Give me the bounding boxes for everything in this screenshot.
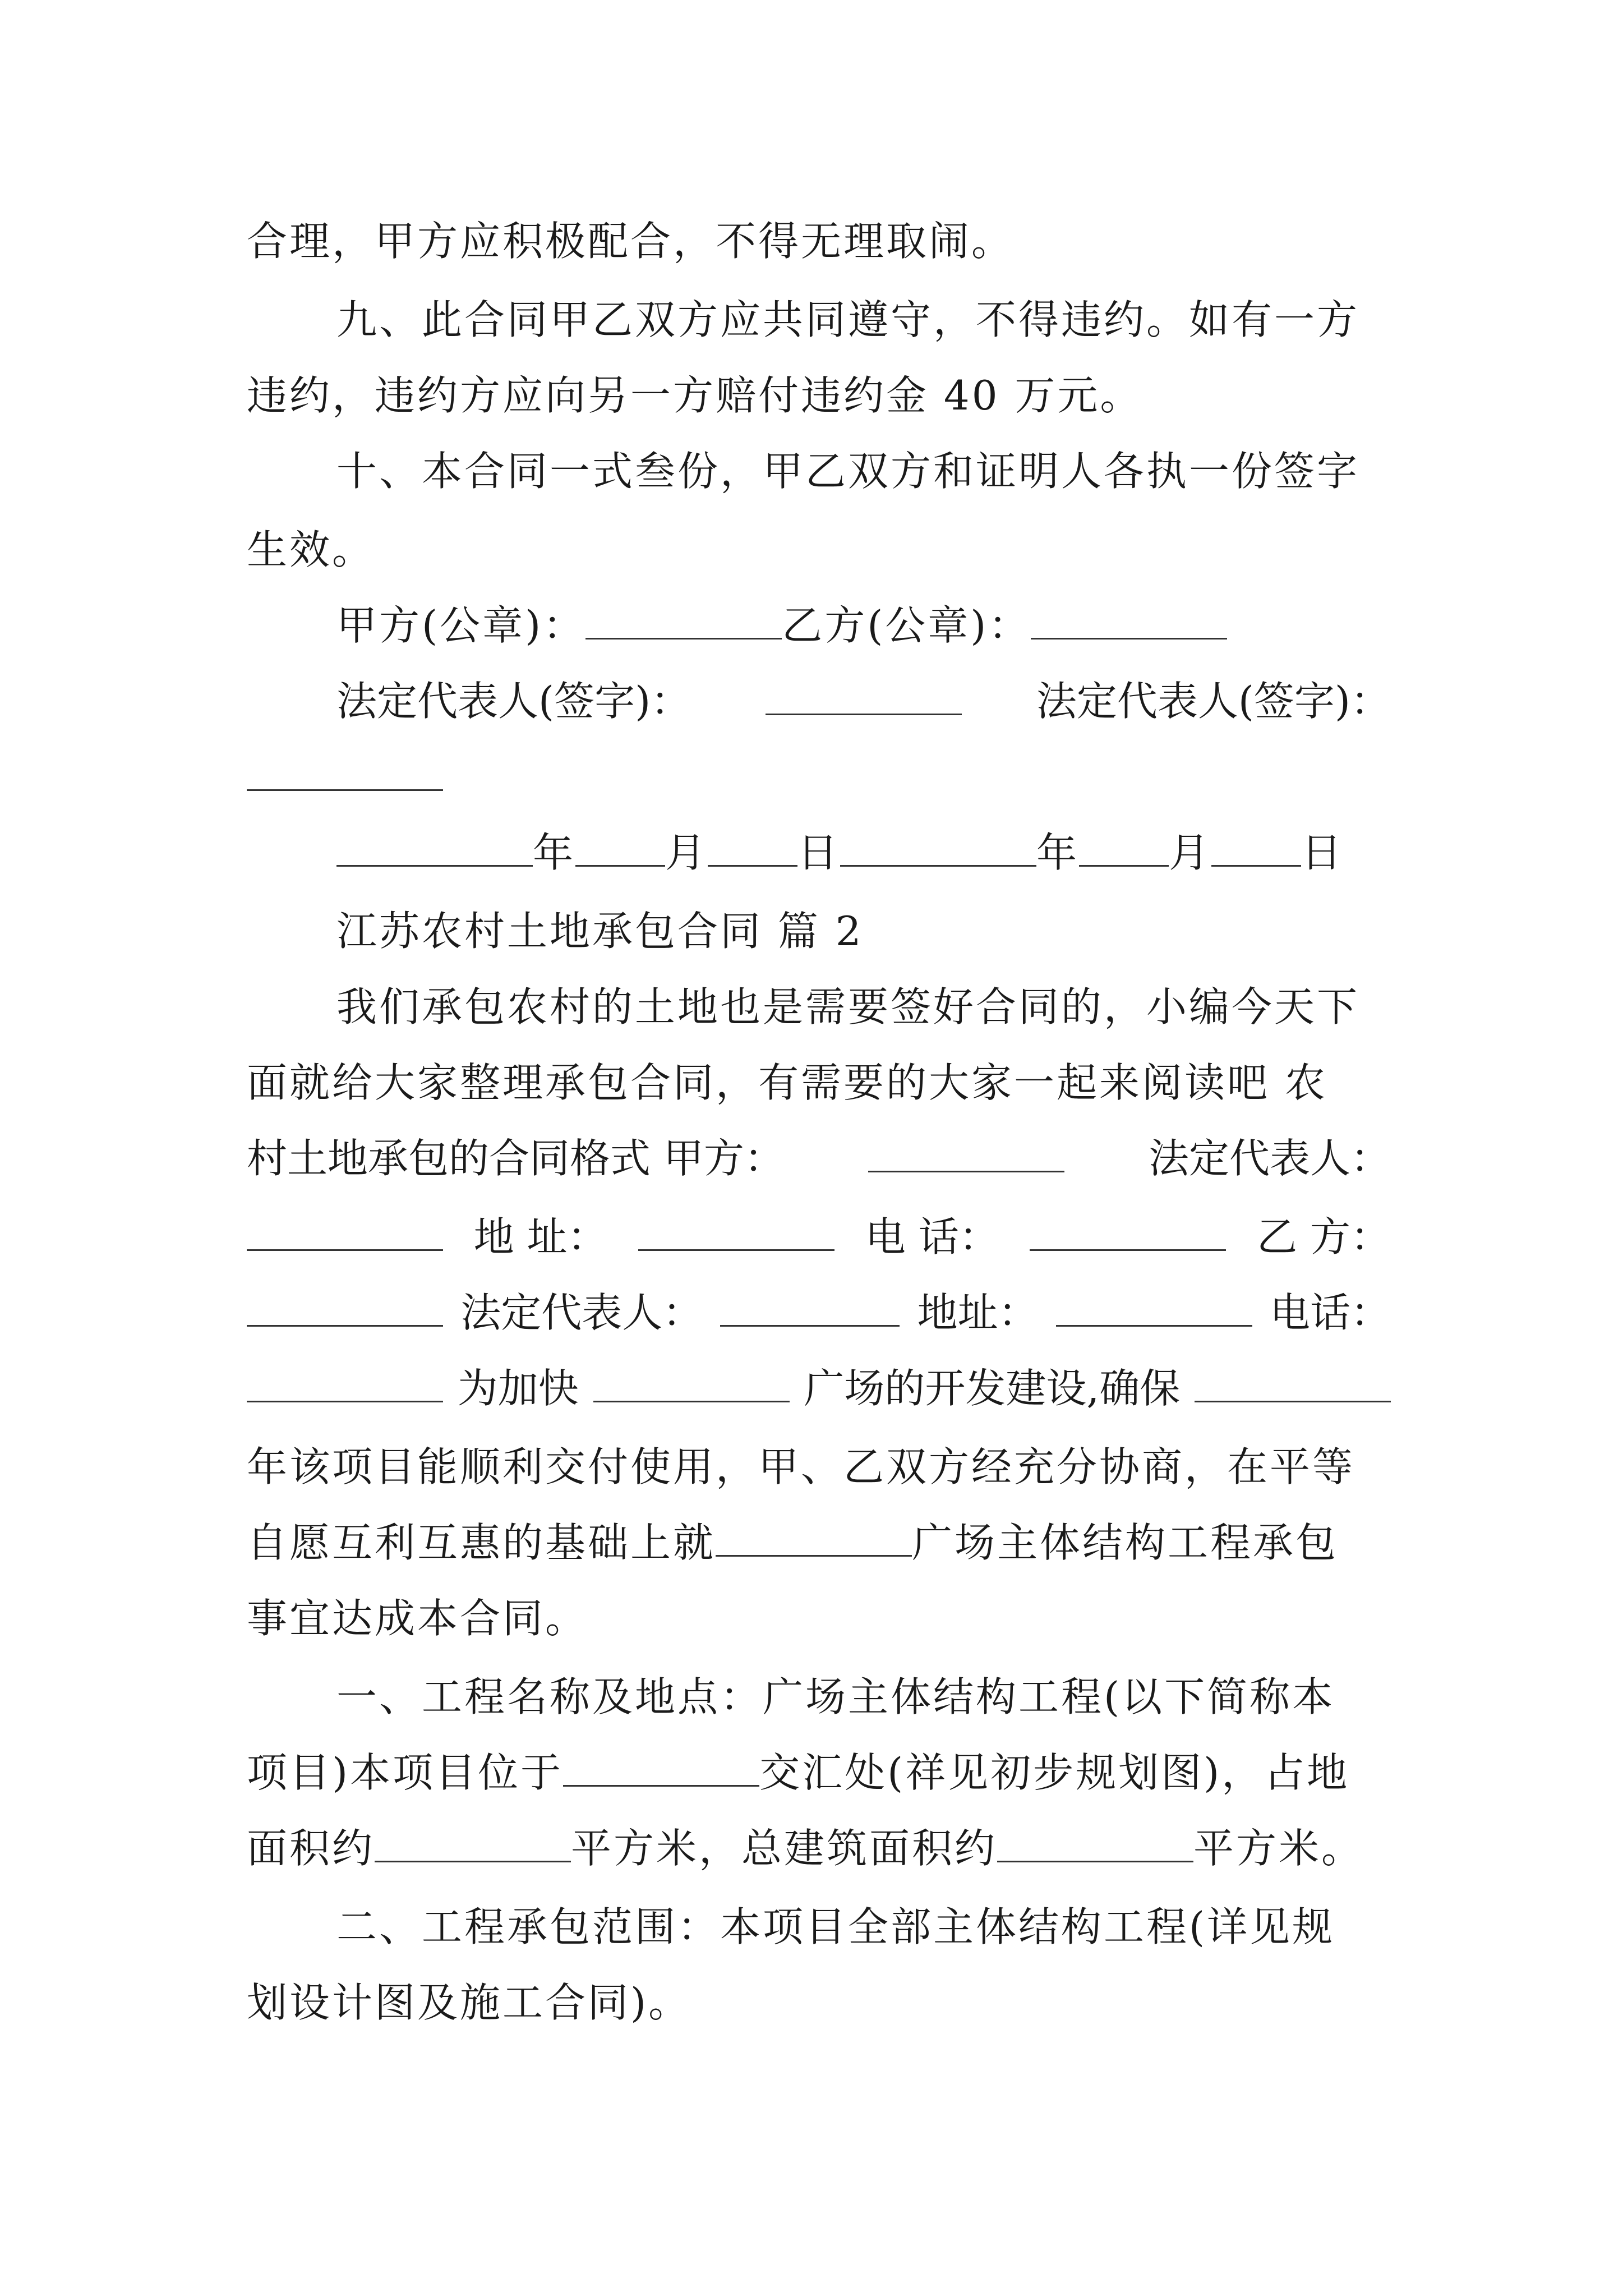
text-fragment: 面积约 [247, 1825, 375, 1872]
text-line: 违约，违约方应向另一方赔付违约金 40 万元。 [247, 372, 1143, 419]
date-day: 日 [1301, 829, 1344, 876]
blank-field [716, 1516, 912, 1557]
blank-field [247, 1361, 443, 1402]
section-title: 江苏农村土地承包合同 篇 2 [336, 908, 864, 955]
blank-field [638, 1210, 834, 1251]
clause-ten: 十、本合同一式叁份，甲乙双方和证明人各执一份签字 [336, 448, 1360, 495]
text-fragment: 项目)本项目位于 [247, 1749, 564, 1796]
text-fragment: 平方米。 [1193, 1825, 1364, 1872]
blank-line [247, 749, 1391, 805]
phone-label: 电 话： [865, 1213, 999, 1260]
blank-field [563, 1746, 759, 1787]
date-year: 年 [1036, 829, 1080, 876]
blank-field [868, 1131, 1064, 1172]
date-month: 月 [665, 829, 708, 876]
party-b-seal-label: 乙方(公章)： [782, 602, 1031, 649]
text-line: 合理，甲方应积极配合，不得无理取闹。 [247, 218, 1015, 265]
text-line: 划设计图及施工合同)。 [247, 1979, 691, 2026]
party-a-label: 村土地承包的合同格式 甲方： [247, 1135, 785, 1182]
seal-line [336, 597, 1391, 654]
text-fragment: 广场主体结构工程承包 [912, 1519, 1339, 1566]
date-month: 月 [1169, 829, 1212, 876]
text-fragment: 交汇处(祥见初步规划图)，占地 [759, 1749, 1350, 1796]
text-line: 事宜达成本合同。 [247, 1595, 588, 1642]
blank-field [575, 826, 665, 867]
text-fragment: 自愿互利互惠的基础上就 [247, 1519, 716, 1566]
blank-field [375, 1821, 571, 1862]
blank-field [336, 826, 533, 867]
clause-nine: 九、此合同甲乙双方应共同遵守，不得违约。如有一方 [336, 296, 1360, 343]
phone-label: 电话： [1269, 1289, 1391, 1336]
blank-field [247, 1286, 443, 1327]
party-line [247, 1130, 1391, 1186]
clause-one: 一、工程名称及地点：广场主体结构工程(以下简称本 [336, 1673, 1335, 1720]
text-line: 年该项目能顺利交付使用，甲、乙双方经充分协商，在平等 [247, 1443, 1355, 1490]
text-line [247, 1515, 1391, 1571]
party-a-rep-label: 法定代表人(签字)： [336, 678, 691, 725]
date-day: 日 [797, 829, 841, 876]
legal-rep-label: 法定代表人： [460, 1289, 703, 1336]
blank-field [1195, 1361, 1391, 1402]
party-b-rep-label: 法定代表人(签字)： [1036, 678, 1391, 725]
blank-field [1079, 826, 1169, 867]
blank-field [593, 1361, 790, 1402]
text-line [247, 1820, 1391, 1876]
blank-field [1056, 1286, 1252, 1327]
text-line [247, 1745, 1391, 1801]
party-line [247, 1209, 1391, 1265]
clause-two: 二、工程承包范围：本项目全部主体结构工程(详见规 [336, 1903, 1335, 1950]
legal-rep-label: 法定代表人： [1148, 1135, 1391, 1182]
blank-field [708, 826, 797, 867]
blank-field [1030, 1210, 1226, 1251]
text-line: 面就给大家整理承包合同，有需要的大家一起来阅读吧 农 [247, 1059, 1327, 1106]
address-label: 地 址： [473, 1213, 608, 1260]
text-line [247, 1360, 1391, 1416]
blank-field [997, 1821, 1193, 1862]
text-fragment: 平方米，总建筑面积约 [571, 1825, 998, 1872]
party-b-label: 乙 方： [1257, 1213, 1391, 1260]
address-label: 地址： [917, 1289, 1039, 1336]
blank-field [247, 1210, 443, 1251]
text-line: 生效。 [247, 526, 375, 573]
blank-field [1211, 826, 1301, 867]
signature-line [336, 673, 1391, 729]
date-line [336, 825, 1391, 881]
blank-field [585, 599, 782, 639]
blank-field [766, 674, 962, 715]
party-a-seal-label: 甲方(公章)： [336, 602, 586, 649]
text-line: 我们承包农村的土地也是需要签好合同的，小编今天下 [336, 983, 1360, 1030]
text-fragment: 广场的开发建设,确保 [804, 1365, 1181, 1412]
date-year: 年 [533, 829, 576, 876]
blank-field [720, 1286, 900, 1327]
text-fragment: 为加快 [457, 1365, 579, 1412]
blank-field [1031, 599, 1227, 639]
blank-field [840, 826, 1036, 867]
blank-field [247, 750, 443, 791]
party-line [247, 1285, 1391, 1341]
